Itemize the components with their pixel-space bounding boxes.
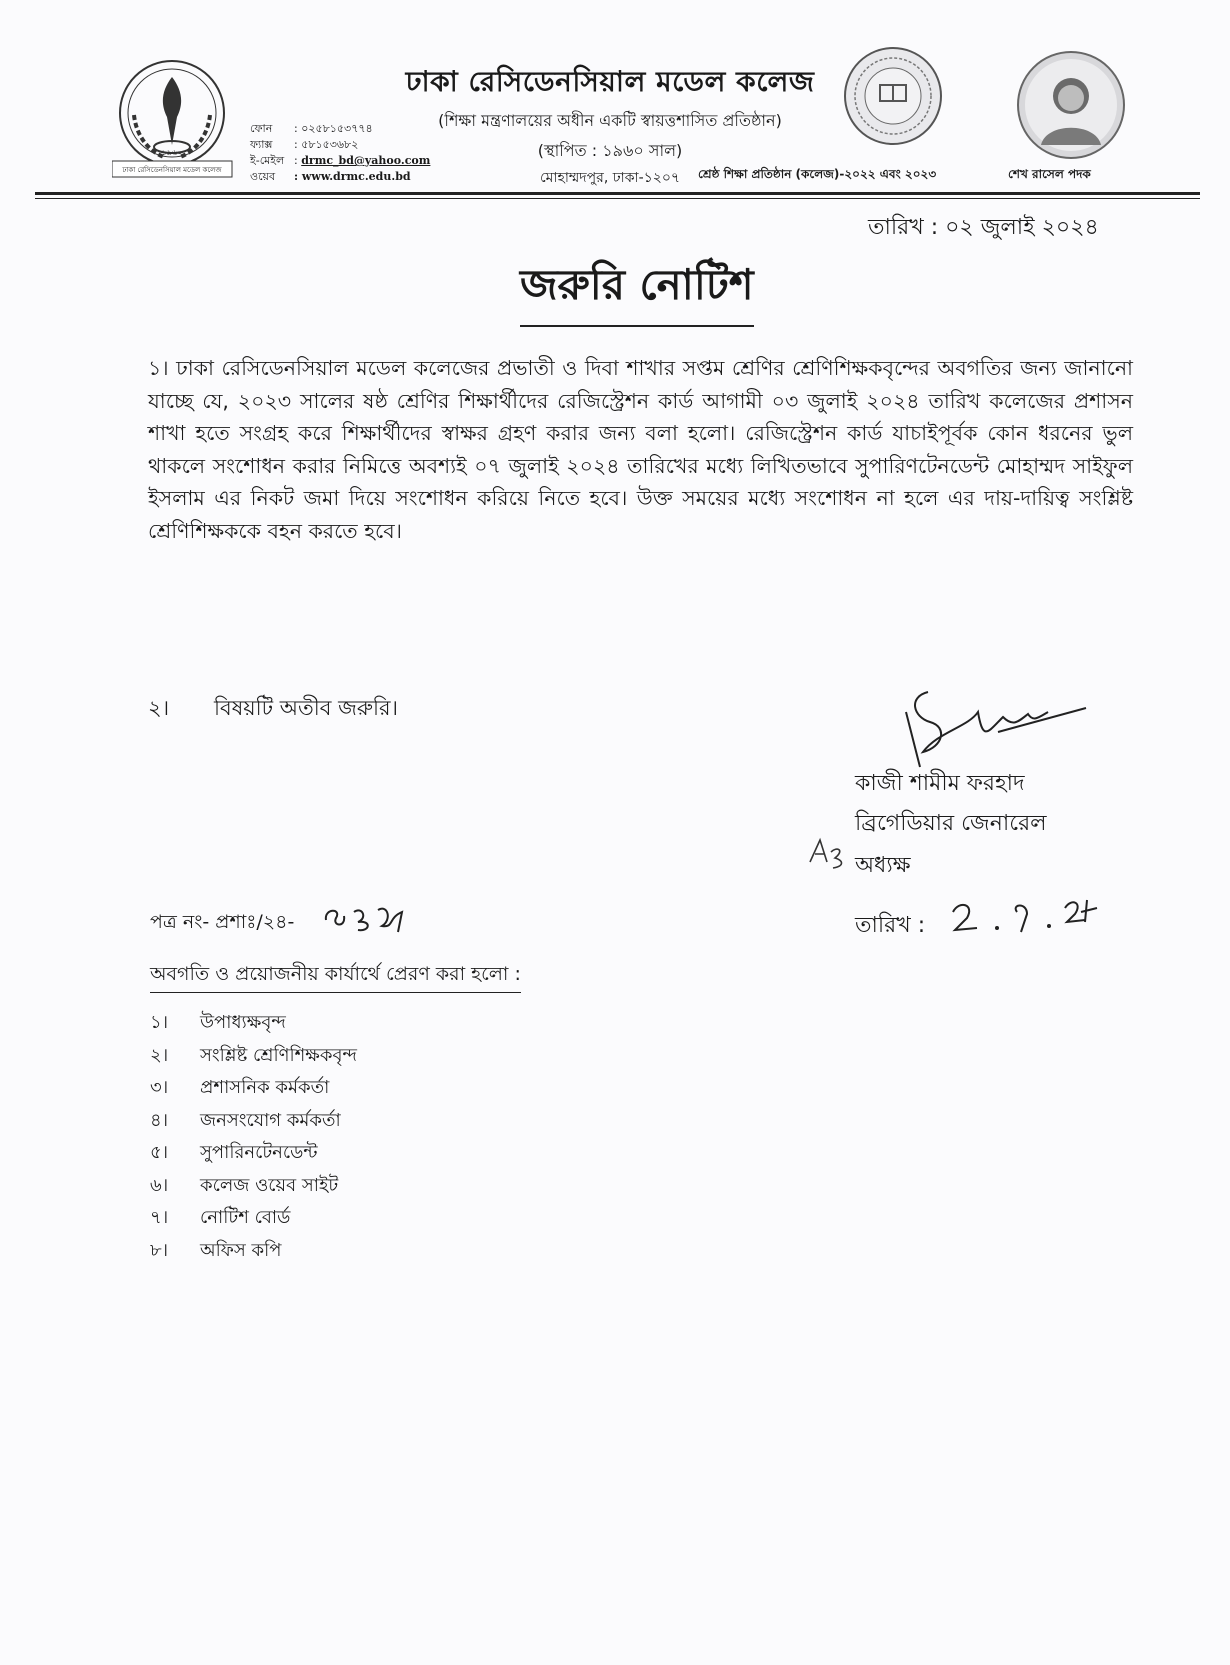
item-2-number: ২। xyxy=(148,696,170,720)
handwritten-date xyxy=(945,890,1115,940)
list-item xyxy=(150,1073,357,1106)
list-item-number: ৭। xyxy=(150,1207,169,1228)
initial-scribble xyxy=(805,832,850,874)
list-item xyxy=(150,1106,357,1139)
list-item-number: ৩। xyxy=(150,1077,169,1098)
email-link[interactable]: drmc_bd@yahoo.com xyxy=(301,154,431,167)
list-item-label: কলেজ ওয়েব সাইট xyxy=(200,1174,339,1196)
list-item-number: ৪। xyxy=(150,1109,169,1131)
signatory-role: অধ্যক্ষ xyxy=(855,853,911,878)
college-subtitle: (শিক্ষা মন্ত্রণালয়ের অধীন একটি স্বায়ত্তশাসিত প্রতিষ্ঠান) xyxy=(438,111,782,130)
fax-label: ফ্যাক্স xyxy=(250,138,273,151)
list-item-number: ৬। xyxy=(150,1174,169,1196)
signature-date-label: তারিখ : xyxy=(855,913,926,938)
list-item-label: নোটিশ বোর্ড xyxy=(200,1207,291,1228)
logo-year: ১৯৬০ xyxy=(161,148,183,157)
recipient-list xyxy=(150,1008,357,1268)
list-item-label: জনসংযোগ কর্মকর্তা xyxy=(200,1109,341,1131)
list-item-number: ১। xyxy=(150,1012,169,1033)
fax-value: : ৫৮১৫৩৬৮২ xyxy=(294,138,359,151)
list-item-label: সুপারিনটেনডেন্ট xyxy=(200,1142,318,1163)
phone-label: ফোন xyxy=(250,122,273,135)
list-item xyxy=(150,1236,357,1269)
sheikh-russel-medal-icon xyxy=(1016,50,1126,160)
header-divider-thin xyxy=(35,198,1200,199)
list-item-number: ৮। xyxy=(150,1239,169,1261)
header-divider xyxy=(35,192,1200,195)
college-logo xyxy=(112,55,242,185)
notice-title: জরুরি নোটিশ xyxy=(520,252,754,327)
item-2-text: বিষয়টি অতীব জরুরি। xyxy=(214,696,399,720)
notice-paragraph-1: ১। ঢাকা রেসিডেনসিয়াল মডেল কলেজের প্রভাতী ও দিবা শাখার সপ্তম শ্রেণির শ্রেণিশিক্ষকবৃন্দের অবগতির জন্য জানানো যাচ্ছে যে, ২০২৩ সালের ষষ্ঠ শ্রেণির শিক্ষার্থীদের রেজিস্ট্রেশন কার্ড আগামী ০৩ জুলাই ২০২৪ তারিখ কলেজের প্রশাসন শাখা হতে সংগ্রহ করে শিক্ষার্থীদের স্বাক্ষর গ্রহণ করার জন্য বলা হলো। রেজিস্ট্রেশন কার্ড যাচাইপূর্বক কোন ধরনের ভুল থাকলে সংশোধন করার নিমিত্তে অবশ্যই ০৭ জুলাই ২০২৪ তারিখের মধ্যে লিখিতভাবে সুপারিণটেনডেন্ট মোহাম্মদ সাইফুল ইসলাম এর নিকট জমা দিয়ে সংশোধন করিয়ে নিতে হবে। উক্ত সময়ের মধ্যে সংশোধন না হলে এর দায়-দায়িত্ব সংশ্লিষ্ট শ্রেণিশিক্ষককে বহন করতে হবে। xyxy=(148,356,1133,543)
college-address: মোহাম্মদপুর, ঢাকা-১২০৭ xyxy=(539,170,681,186)
memo-number: পত্র নং- প্রশাঃ/২৪- xyxy=(150,911,295,933)
signatory-rank: ব্রিগেডিয়ার জেনারেল xyxy=(855,811,1047,836)
list-item xyxy=(150,1171,357,1204)
award-caption: শ্রেষ্ঠ শিক্ষা প্রতিষ্ঠান (কলেজ)-২০২২ এবং ২০২৩ xyxy=(698,167,937,181)
established-year: (স্থাপিত : ১৯৬০ সাল) xyxy=(537,141,683,160)
list-item xyxy=(150,1008,357,1041)
forward-heading: অবগতি ও প্রয়োজনীয় কার্যার্থে প্রেরণ করা হলো : xyxy=(150,960,521,993)
list-item-number: ২। xyxy=(150,1044,169,1066)
web-label: ওয়েব xyxy=(250,170,276,183)
logo-ribbon-text: ঢাকা রেসিডেনসিয়াল মডেল কলেজ xyxy=(122,166,222,174)
email-label: ই-মেইল xyxy=(250,154,285,167)
college-name: ঢাকা রেসিডেনসিয়াল মডেল কলেজ xyxy=(405,65,815,98)
list-item xyxy=(150,1041,357,1074)
list-item xyxy=(150,1203,357,1236)
list-item xyxy=(150,1138,357,1171)
list-item-label: সংশ্লিষ্ট শ্রেণিশিক্ষকবৃন্দ xyxy=(200,1044,357,1066)
signature-scribble xyxy=(868,672,1088,772)
web-link[interactable]: : www.drmc.edu.bd xyxy=(294,170,411,183)
list-item-label: উপাধ্যক্ষবৃন্দ xyxy=(200,1012,286,1033)
medal-caption: শেখ রাসেল পদক xyxy=(1008,167,1091,181)
list-item-label: প্রশাসনিক কর্মকর্তা xyxy=(200,1077,330,1098)
handwritten-memo-number xyxy=(318,898,418,936)
phone-value: : ০২৫৮১৫৩৭৭৪ xyxy=(294,122,373,135)
signatory-name: কাজী শামীম ফরহাদ xyxy=(855,771,1025,796)
award-seal-icon xyxy=(842,45,944,147)
notice-date: তারিখ : ০২ জুলাই ২০২৪ xyxy=(868,215,1099,240)
list-item-label: অফিস কপি xyxy=(200,1239,282,1261)
list-item-number: ৫। xyxy=(150,1142,169,1163)
contact-block: ফোন : ০২৫৮১৫৩৭৭৪ ফ্যাক্স : ৫৮১৫৩৬৮২ ই-মেইল : drmc_bd@yahoo.com ওয়েব : www.drmc.edu.bd xyxy=(250,122,431,183)
notice-item-2 xyxy=(148,692,398,727)
